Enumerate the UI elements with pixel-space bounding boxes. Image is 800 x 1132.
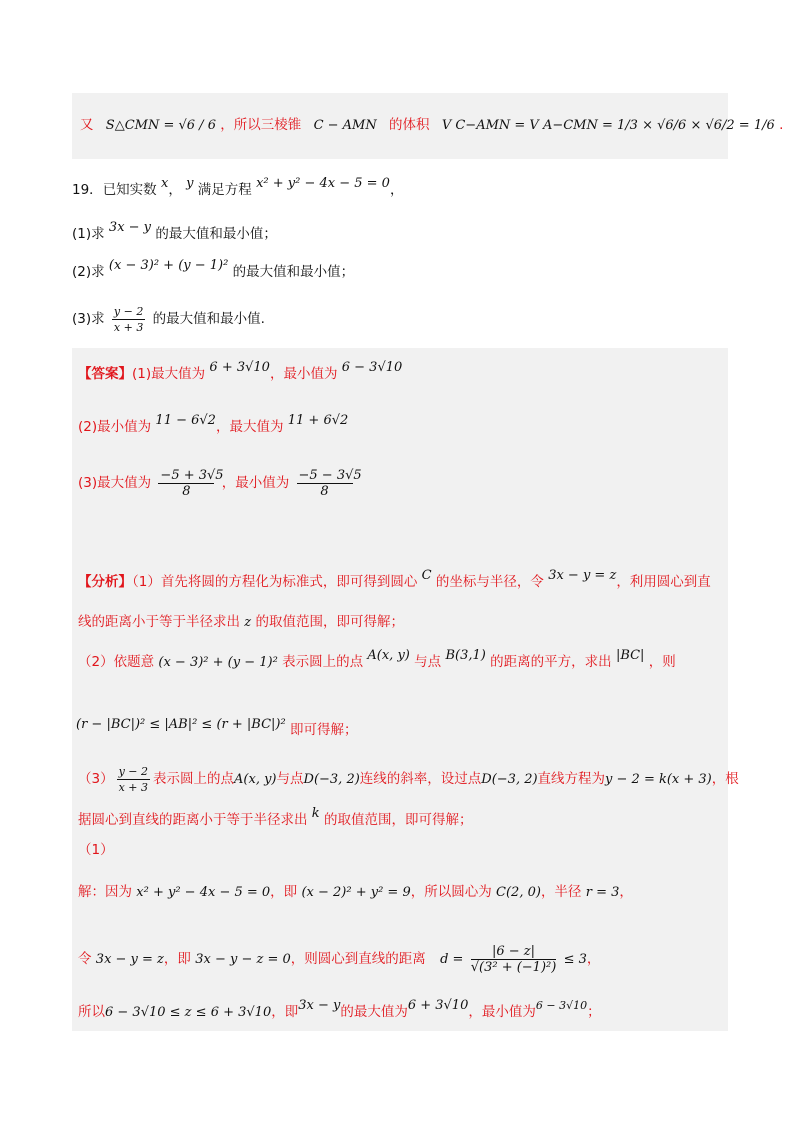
answer-line-3	[78, 468, 362, 499]
answer-panel	[72, 348, 728, 1031]
stem-sep: ，	[168, 182, 182, 198]
p3-point-d2: D(−3, 2)	[481, 772, 538, 787]
p2-f: 即可得解；	[289, 722, 358, 738]
a3-min-den: 8	[320, 484, 329, 499]
s2-end: ，	[586, 951, 601, 967]
analysis-line-6	[78, 806, 473, 831]
p3-line-eq: y − 2 = k(x + 3)	[605, 772, 712, 787]
p2-bc: |BC|	[615, 648, 645, 663]
s2-b: ，即	[163, 951, 191, 967]
p2-point-a: A(x, y)	[367, 648, 410, 663]
q3-num: y − 2	[113, 305, 144, 318]
s2-c: ，则圆心到直线的距离	[290, 951, 426, 967]
solution-line-1	[78, 882, 633, 903]
q3-suffix: 的最大值和最小值.	[152, 311, 265, 327]
s3-min: 6 − 3√10	[535, 999, 588, 1012]
s2-distance-fraction	[471, 944, 557, 975]
prev-solution-line	[80, 115, 783, 136]
p2-e: ，则	[648, 654, 676, 670]
s2-expr: 3x − y = z	[95, 952, 164, 967]
p3-b: 表示圆上的点	[153, 771, 235, 787]
s3-c: 的最大值为	[340, 1004, 408, 1020]
p1-b: 的坐标与半径，令	[435, 574, 544, 590]
volume-formula: V C−AMN = V A−CMN = 1/3 × √6/6 × √6/2 = 1/6	[441, 118, 775, 133]
question-1	[72, 220, 277, 245]
circle-equation: x² + y² − 4x − 5 = 0	[256, 176, 390, 191]
s1-b: ，即	[270, 884, 298, 900]
q2-prefix: (2)求	[72, 264, 105, 280]
s1-standard-form: (x − 2)² + y² = 9	[301, 885, 411, 900]
a1-min: 6 − 3√10	[341, 360, 403, 375]
p3-g: 据圆心到直线的距离小于等于半径求出	[78, 812, 308, 828]
a1-max: 6 + 3√10	[209, 360, 270, 375]
p3-point-a: A(x, y)	[234, 772, 277, 787]
a3-min-num: −5 − 3√5	[298, 468, 362, 483]
a2-max: 11 + 6√2	[287, 413, 349, 428]
s1-c: ，所以圆心为	[410, 884, 492, 900]
p1-d: 线的距离小于等于半径求出	[78, 614, 240, 630]
question-3	[72, 304, 265, 335]
p1-z: z	[244, 615, 252, 630]
a3-max-fraction	[158, 468, 224, 499]
p1-e: 的取值范围，即可得解；	[255, 614, 404, 630]
s1-e: ，	[619, 884, 633, 900]
p3-k: k	[311, 806, 320, 821]
problem-stem	[72, 176, 404, 201]
p3-c: 与点	[276, 771, 304, 787]
analysis-label: 【分析】	[78, 574, 132, 590]
q3-fraction	[112, 304, 145, 335]
solution-line-3	[78, 998, 601, 1023]
q2-suffix: 的最大值和最小值；	[232, 264, 355, 280]
s2-d-rhs: ≤ 3	[563, 952, 587, 967]
solution-line-2	[78, 944, 600, 975]
p2-c: 与点	[414, 654, 442, 670]
q1-suffix: 的最大值和最小值；	[155, 226, 277, 242]
s3-expr: 3x − y	[298, 998, 341, 1013]
s1-a: 解：因为	[78, 884, 132, 900]
p3-h: 的取值范围，即可得解；	[323, 812, 473, 828]
s2-d-lhs: d =	[440, 952, 464, 967]
q3-den: x + 3	[113, 321, 144, 334]
analysis-line-1	[78, 568, 711, 593]
stem-end: ，	[389, 182, 404, 198]
s3-d: ，最小值为	[468, 1004, 536, 1020]
p2-d: 的距离的平方，求出	[490, 654, 612, 670]
p3-den: x + 3	[118, 781, 149, 794]
s3-end: ；	[587, 1004, 601, 1020]
pyramid-name: C − AMN	[313, 118, 377, 133]
a3-max-num: −5 + 3√5	[160, 468, 224, 483]
s2-line: 3x − y − z = 0	[195, 952, 291, 967]
part-1-label: （1）	[78, 842, 114, 858]
prev-text-mid: ，所以三棱锥	[220, 117, 302, 133]
s3-max: 6 + 3√10	[407, 998, 469, 1013]
q1-prefix: (1)求	[72, 226, 105, 242]
p2-inequality: (r − |BC|)² ≤ |AB|² ≤ (r + |BC|)²	[76, 717, 286, 732]
a1-prefix: (1)最大值为	[132, 366, 206, 382]
s3-a: 所以	[78, 1004, 105, 1020]
analysis-line-3	[78, 648, 676, 673]
q2-expr: (x − 3)² + (y − 1)²	[108, 258, 229, 273]
s2-d-den: √(3² + (−1)²)	[470, 960, 557, 975]
s3-range: 6 − 3√10 ≤ z ≤ 6 + 3√10	[105, 1005, 272, 1020]
s1-d: ，半径	[540, 884, 582, 900]
q1-expr: 3x − y	[108, 220, 152, 235]
a2-mid: ，最大值为	[215, 419, 284, 435]
p1-a: （1）首先将圆的方程化为标准式，即可得到圆心	[132, 574, 418, 590]
prev-text-volume: 的体积	[389, 117, 430, 133]
p1-c-var: C	[421, 568, 432, 583]
s3-b: ，即	[271, 1004, 299, 1020]
analysis-line-2	[78, 612, 404, 633]
a2-prefix: (2)最小值为	[78, 419, 152, 435]
a3-max-den: 8	[182, 484, 191, 499]
var-y: y	[186, 176, 194, 191]
p3-fraction	[117, 764, 150, 795]
s1-center: C(2, 0)	[496, 885, 541, 900]
a1-mid: ，最小值为	[269, 366, 338, 382]
p1-c: ，利用圆心到直	[616, 574, 711, 590]
a3-prefix: (3)最大值为	[78, 475, 152, 491]
stem-a: 已知实数	[102, 182, 157, 198]
var-x: x	[160, 176, 169, 191]
s1-equation: x² + y² − 4x − 5 = 0	[136, 885, 271, 900]
p3-a: （3）	[78, 771, 114, 787]
q3-prefix: (3)求	[72, 311, 105, 327]
answer-line-2	[78, 413, 349, 438]
p2-point-b: B(3,1)	[445, 648, 486, 663]
p2-b: 表示圆上的点	[282, 654, 364, 670]
a3-min-fraction	[297, 468, 362, 499]
prev-prefix: 又	[80, 117, 94, 133]
p3-d: 连线的斜率，设过点	[359, 771, 482, 787]
p1-expr: 3x − y = z	[548, 568, 617, 583]
a3-mid: ，最小值为	[221, 475, 290, 491]
s2-d-num: |6 − z|	[471, 944, 557, 960]
area-formula: S△CMN = √6 / 6	[105, 118, 216, 133]
answer-line-1	[78, 360, 403, 385]
s1-radius: r = 3	[585, 885, 620, 900]
s2-a: 令	[78, 951, 92, 967]
a2-min: 11 − 6√2	[155, 413, 216, 428]
answer-label: 【答案】	[78, 366, 132, 382]
p3-e: 直线方程为	[537, 771, 606, 787]
problem-number: 19．	[72, 182, 103, 198]
prev-end: .	[779, 117, 784, 133]
analysis-line-4	[76, 714, 358, 738]
p3-f: ，根	[711, 771, 739, 787]
p3-point-d: D(−3, 2)	[303, 772, 360, 787]
p2-expr: (x − 3)² + (y − 1)²	[158, 655, 278, 670]
analysis-line-5	[78, 764, 739, 795]
stem-b: 满足方程	[197, 182, 252, 198]
p3-num: y − 2	[118, 765, 149, 778]
p2-a: （2）依题意	[78, 654, 155, 670]
solution-part-label	[78, 840, 114, 860]
question-2	[72, 258, 355, 283]
